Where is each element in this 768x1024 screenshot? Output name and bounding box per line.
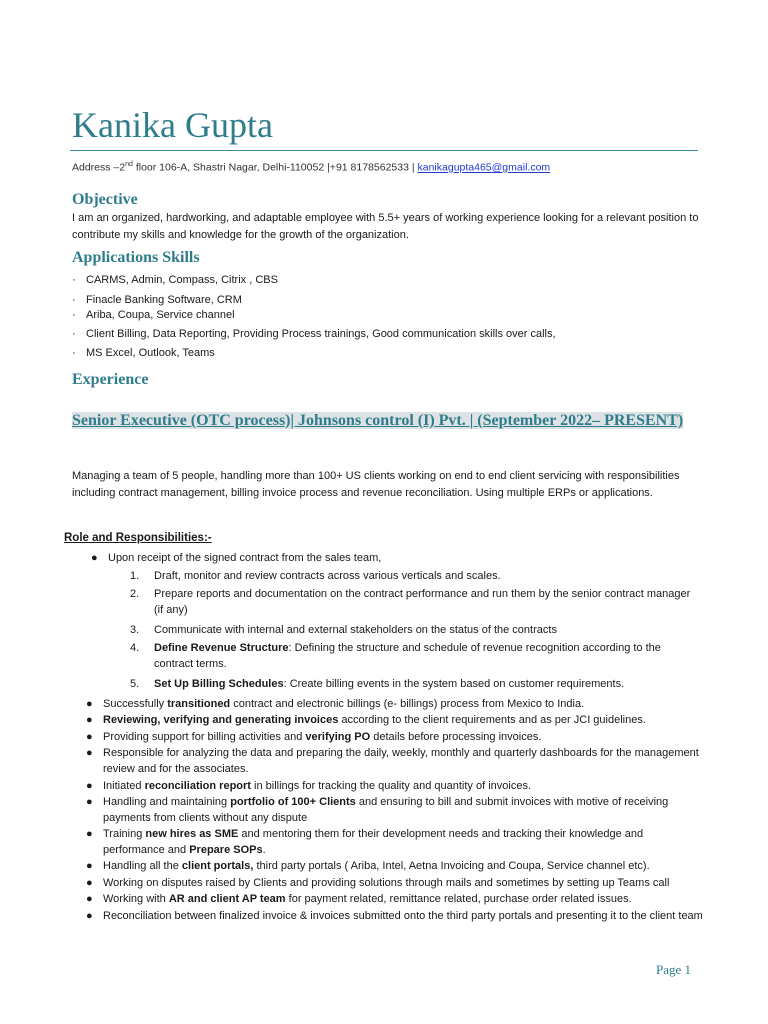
skill-item: · Finacle Banking Software, CRM: [72, 293, 556, 308]
numbered-item: [130, 640, 694, 672]
item-number: 3.: [130, 624, 140, 636]
list-item-text: Reconciliation between finalized invoice & invoices submitted onto the third party portals and presenting it to the client team: [103, 910, 703, 922]
list-item-text: Successfully: [103, 698, 168, 710]
page-number: Page 1: [656, 962, 692, 977]
item-text: Prepare reports and documentation on the contract performance and run them by the senior contract manager (if any): [154, 588, 691, 616]
list-item-bold-text: Prepare SOPs: [189, 844, 263, 856]
numbered-item: [130, 622, 694, 638]
bullet-icon: ●: [86, 893, 93, 905]
list-item-text: Responsible for analyzing the data and preparing the daily, weekly, monthly and quarterly dashboards for the management review and for the associates.: [103, 747, 699, 775]
list-item: [86, 875, 703, 891]
bullet-icon: ●: [91, 552, 98, 564]
objective-text: I am an organized, hardworking, and adaptable employee with 5.5+ years of working experience looking for a relevant position to contribute my skills and knowledge for the growth of the organization.: [72, 212, 699, 241]
job-title: [72, 410, 702, 431]
list-item-bold-text: portfolio of 100+ Clients: [230, 796, 356, 808]
list-item-bold-text: reconciliation report: [144, 780, 251, 792]
list-item: [86, 712, 703, 728]
list-item: [86, 778, 703, 794]
numbered-item: [130, 676, 694, 692]
numbered-item: [130, 568, 694, 584]
skills-heading: Applications Skills: [72, 249, 200, 266]
bullet-icon: ●: [86, 910, 93, 922]
list-item: [86, 908, 703, 924]
list-item: [86, 858, 703, 874]
list-item-text: Initiated: [103, 780, 145, 792]
list-item-text: for payment related, remittance related, purchase order related issues.: [285, 893, 632, 905]
skill-item: · CARMS, Admin, Compass, Citrix , CBS: [72, 273, 556, 293]
skill-item: · MS Excel, Outlook, Teams: [72, 346, 556, 361]
bullet-icon: ●: [86, 877, 93, 889]
header-divider: [70, 150, 698, 151]
job-summary: Managing a team of 5 people, handling more than 100+ US clients working on end to end client servicing with responsibilities including contract management, billing invoice process and revenue reconciliation. Using multiple ERPs or applications.: [72, 470, 680, 499]
list-item: [86, 696, 703, 712]
list-item-text: Handling and maintaining: [103, 796, 231, 808]
contact-line: [72, 158, 550, 175]
list-item-text: .: [262, 844, 266, 856]
candidate-name: Kanika Gupta: [72, 105, 273, 145]
bullet-icon: ●: [86, 780, 93, 792]
list-item-text: Handling all the: [103, 860, 182, 872]
list-item: [86, 891, 703, 907]
list-item-text: Working with: [103, 893, 169, 905]
skill-item: · Ariba, Coupa, Service channel: [72, 308, 556, 327]
item-number: 1.: [130, 570, 140, 582]
list-item-text: according to the client requirements and as per JCI guidelines.: [338, 714, 646, 726]
email-link[interactable]: kanikagupta465@gmail.com: [417, 161, 551, 174]
item-number: 5.: [130, 678, 140, 690]
bullet-icon: ●: [86, 828, 93, 840]
bullet-icon: ●: [86, 860, 93, 872]
bullet-icon: ●: [86, 731, 93, 743]
bullet-icon: ●: [86, 796, 93, 808]
list-item: [86, 794, 703, 826]
experience-heading: Experience: [72, 371, 149, 388]
bullet-icon: ●: [86, 747, 93, 759]
list-item-text: details before processing invoices.: [370, 731, 542, 743]
list-item-bold-text: verifying PO: [305, 731, 371, 743]
list-item-bold-text: AR and client AP team: [168, 893, 286, 905]
list-item-text: and ensuring to bill and submit invoices with motive of receiving payments from clients without any dispute: [103, 796, 669, 824]
item-number: 2.: [130, 588, 140, 600]
list-item-text: Upon receipt of the signed contract from the sales team,: [108, 552, 382, 564]
skills-list: [72, 273, 556, 361]
list-item: [86, 729, 703, 745]
list-item-bold-text: new hires as SME: [145, 828, 239, 840]
list-item-text: Training: [103, 828, 146, 840]
job-title-text: Senior Executive (OTC process)| Johnsons control (I) Pvt. | (September 2022– PRESENT): [72, 412, 684, 429]
roles-label: Role and Responsibilities:-: [64, 532, 212, 544]
item-text: : Defining the structure and schedule of revenue recognition according to the contract terms.: [154, 642, 661, 670]
skill-item: · Client Billing, Data Reporting, Providing Process trainings, Good communication skills over calls,: [72, 327, 556, 346]
list-item: [91, 550, 688, 566]
list-item: [86, 745, 703, 777]
list-item-bold-text: Reviewing, verifying and generating invoices: [103, 714, 339, 726]
item-bold-text: Set Up Billing Schedules: [154, 678, 284, 690]
list-item-text: Working on disputes raised by Clients and providing solutions through mails and sometimes by setting up Teams call: [103, 877, 670, 889]
list-item-bold-text: client portals,: [181, 860, 254, 872]
address-ordinal: nd: [125, 161, 133, 168]
address-rest: floor 106-A, Shastri Nagar, Delhi-110052 |+91 8178562533 |: [132, 161, 418, 174]
item-text: : Create billing events in the system based on customer requirements.: [283, 678, 625, 690]
objective-heading: Objective: [72, 191, 138, 208]
list-item-text: third party portals ( Ariba, Intel, Aetna Invoicing and Coupa, Service channel etc).: [253, 860, 650, 872]
bullet-icon: ●: [86, 714, 93, 726]
item-number: 4.: [130, 642, 140, 654]
list-item-bold-text: transitioned: [167, 698, 231, 710]
numbered-item: [130, 586, 694, 618]
item-bold-text: Define Revenue Structure: [154, 642, 289, 654]
list-item-text: Providing support for billing activities and: [103, 731, 306, 743]
item-text: Draft, monitor and review contracts across various verticals and scales.: [154, 570, 501, 582]
list-item-text: contract and electronic billings (e- billings) process from Mexico to India.: [230, 698, 585, 710]
address-prefix: Address –2: [72, 161, 126, 174]
list-item: [86, 826, 703, 858]
list-item-text: and mentoring them for their development needs and tracking their knowledge and performance and: [103, 828, 644, 856]
list-item-text: in billings for tracking the quality and quantity of invoices.: [250, 780, 531, 792]
item-text: Communicate with internal and external stakeholders on the status of the contracts: [154, 624, 557, 636]
bullet-icon: ●: [86, 698, 93, 710]
